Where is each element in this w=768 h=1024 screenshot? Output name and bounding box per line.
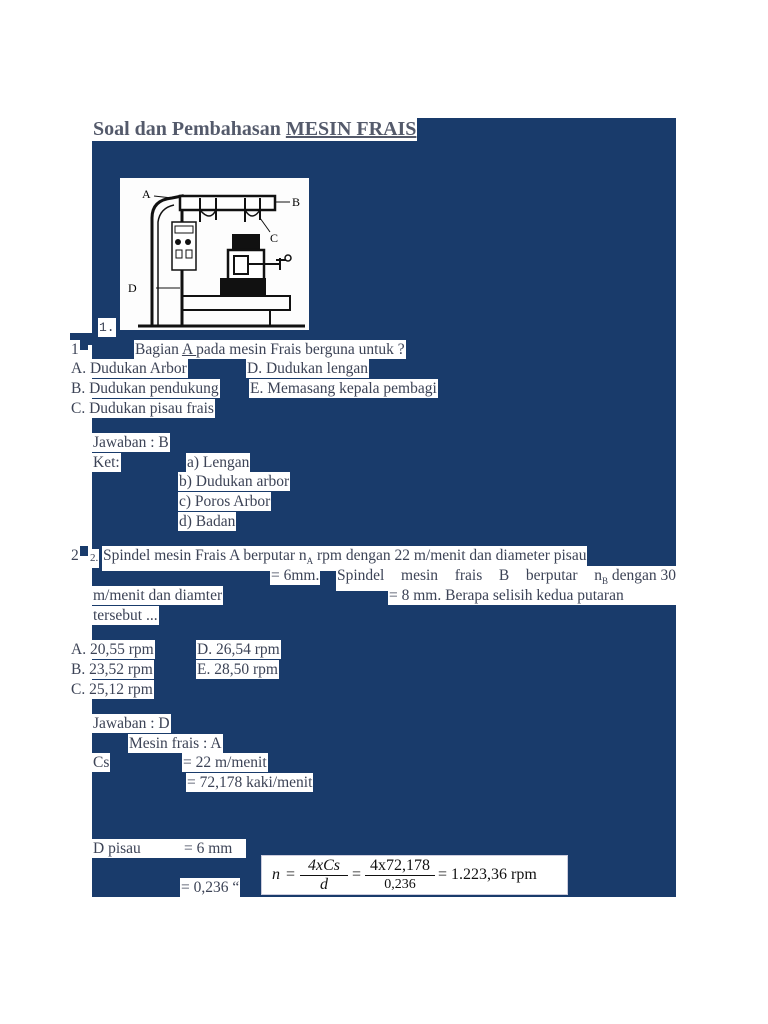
- q2-list-marker: [80, 546, 88, 556]
- title-link[interactable]: MESIN FRAIS: [285, 118, 417, 140]
- q2-line-3-a: m/menit dan diamter: [93, 587, 223, 604]
- milling-machine-figure: [120, 178, 309, 330]
- q2-cs-value-2: = 72,178 kaki/menit: [187, 774, 313, 791]
- figure-label-a: A: [142, 187, 151, 201]
- title-prefix: Soal dan Pembahasan: [93, 118, 286, 140]
- eq-fraction-2: [365, 857, 435, 894]
- eq-result: = 1.223,36 rpm: [438, 866, 537, 883]
- page-title: [92, 118, 417, 141]
- q1-stem-pre: Bagian: [135, 341, 182, 358]
- q2-line2-word-c: mesin: [401, 567, 439, 584]
- q1-stem: [134, 340, 406, 359]
- eq-equals-1: =: [286, 866, 296, 883]
- q1-option-e: E. Memasang kepala pembagi: [250, 380, 437, 397]
- q1-answer: Jawaban : B: [93, 434, 169, 451]
- q2-line-2-a: = 6mm.: [271, 567, 320, 584]
- q2-option-a: A. 20,55 rpm: [71, 641, 154, 658]
- figure-caption-number: 1.: [99, 320, 115, 335]
- q2-line2-word-b: Spindel: [337, 567, 385, 584]
- q2-cs-value-1: = 22 m/menit: [183, 754, 267, 771]
- q2-sub-number: 2.: [89, 549, 99, 568]
- q1-option-d: D. Dudukan lengan: [247, 360, 368, 377]
- q1-stem-post: pada mesin Frais berguna untuk ?: [196, 341, 405, 358]
- eq-numerator-2: 4x72,178: [365, 857, 435, 876]
- figure-label-b: B: [292, 195, 301, 209]
- figure-label-d: D: [128, 281, 137, 295]
- q1-stem-mark: A: [181, 341, 197, 358]
- q1-ket-a: a) Lengan: [187, 454, 250, 471]
- eq-equals-2: =: [352, 866, 362, 883]
- q1-ket-b: b) Dudukan arbor: [179, 473, 290, 490]
- q2-option-d: D. 26,54 rpm: [197, 641, 280, 658]
- q2-line1-sub: A: [306, 556, 314, 567]
- q1-ket-d: d) Badan: [179, 513, 236, 530]
- q2-option-e: E. 28,50 rpm: [197, 661, 278, 678]
- q2-line-4: tersebut ...: [93, 607, 158, 624]
- eq-denominator-2: 0,236: [384, 877, 416, 892]
- q1-ket-label: Ket:: [93, 454, 120, 471]
- q1-option-a: A. Dudukan Arbor: [71, 360, 187, 377]
- q2-line2-word-g: $n_B$ dengan 30: [594, 567, 676, 587]
- eq-denominator-1: d: [320, 876, 328, 893]
- q2-line1-rest: rpm dengan 22 m/menit dan diameter pisau: [313, 547, 587, 564]
- q2-option-b: B. 23,52 rpm: [71, 661, 153, 678]
- q2-line2-word-d: frais: [454, 567, 483, 584]
- q2-answer: Jawaban : D: [93, 715, 170, 732]
- q2-number: 2: [71, 547, 79, 564]
- q2-line2-word-e: B: [498, 567, 510, 584]
- q1-option-b: B. Dudukan pendukung: [71, 380, 219, 397]
- rpm-equation: [261, 855, 568, 895]
- q2-line1-text: Spindel mesin Frais A berputar n: [103, 547, 307, 564]
- q1-option-c: C. Dudukan pisau frais: [71, 400, 214, 417]
- q2-dpisau-inch: = 0,236 “: [181, 879, 240, 896]
- eq-n: n: [272, 866, 280, 883]
- q1-number: 1: [71, 341, 79, 358]
- eq-fraction-1: [300, 857, 348, 894]
- q1-ket-c: c) Poros Arbor: [179, 493, 271, 510]
- figure-label-c: C: [270, 231, 279, 245]
- q2-line2-word-f: berputar: [525, 567, 578, 584]
- q2-cs-label: Cs: [93, 754, 110, 771]
- q2-line-3-b: = 8 mm. Berapa selisih kedua putaran: [388, 586, 676, 605]
- milling-machine-diagram: [120, 178, 309, 330]
- eq-numerator-1: 4xCs: [300, 857, 348, 876]
- q2-mesin: Mesin frais : A: [129, 735, 222, 752]
- q2-option-c: C. 25,12 rpm: [71, 681, 153, 698]
- q1-list-marker: [80, 340, 88, 350]
- q2-dpisau-label: D pisau = 6 mm: [92, 839, 246, 858]
